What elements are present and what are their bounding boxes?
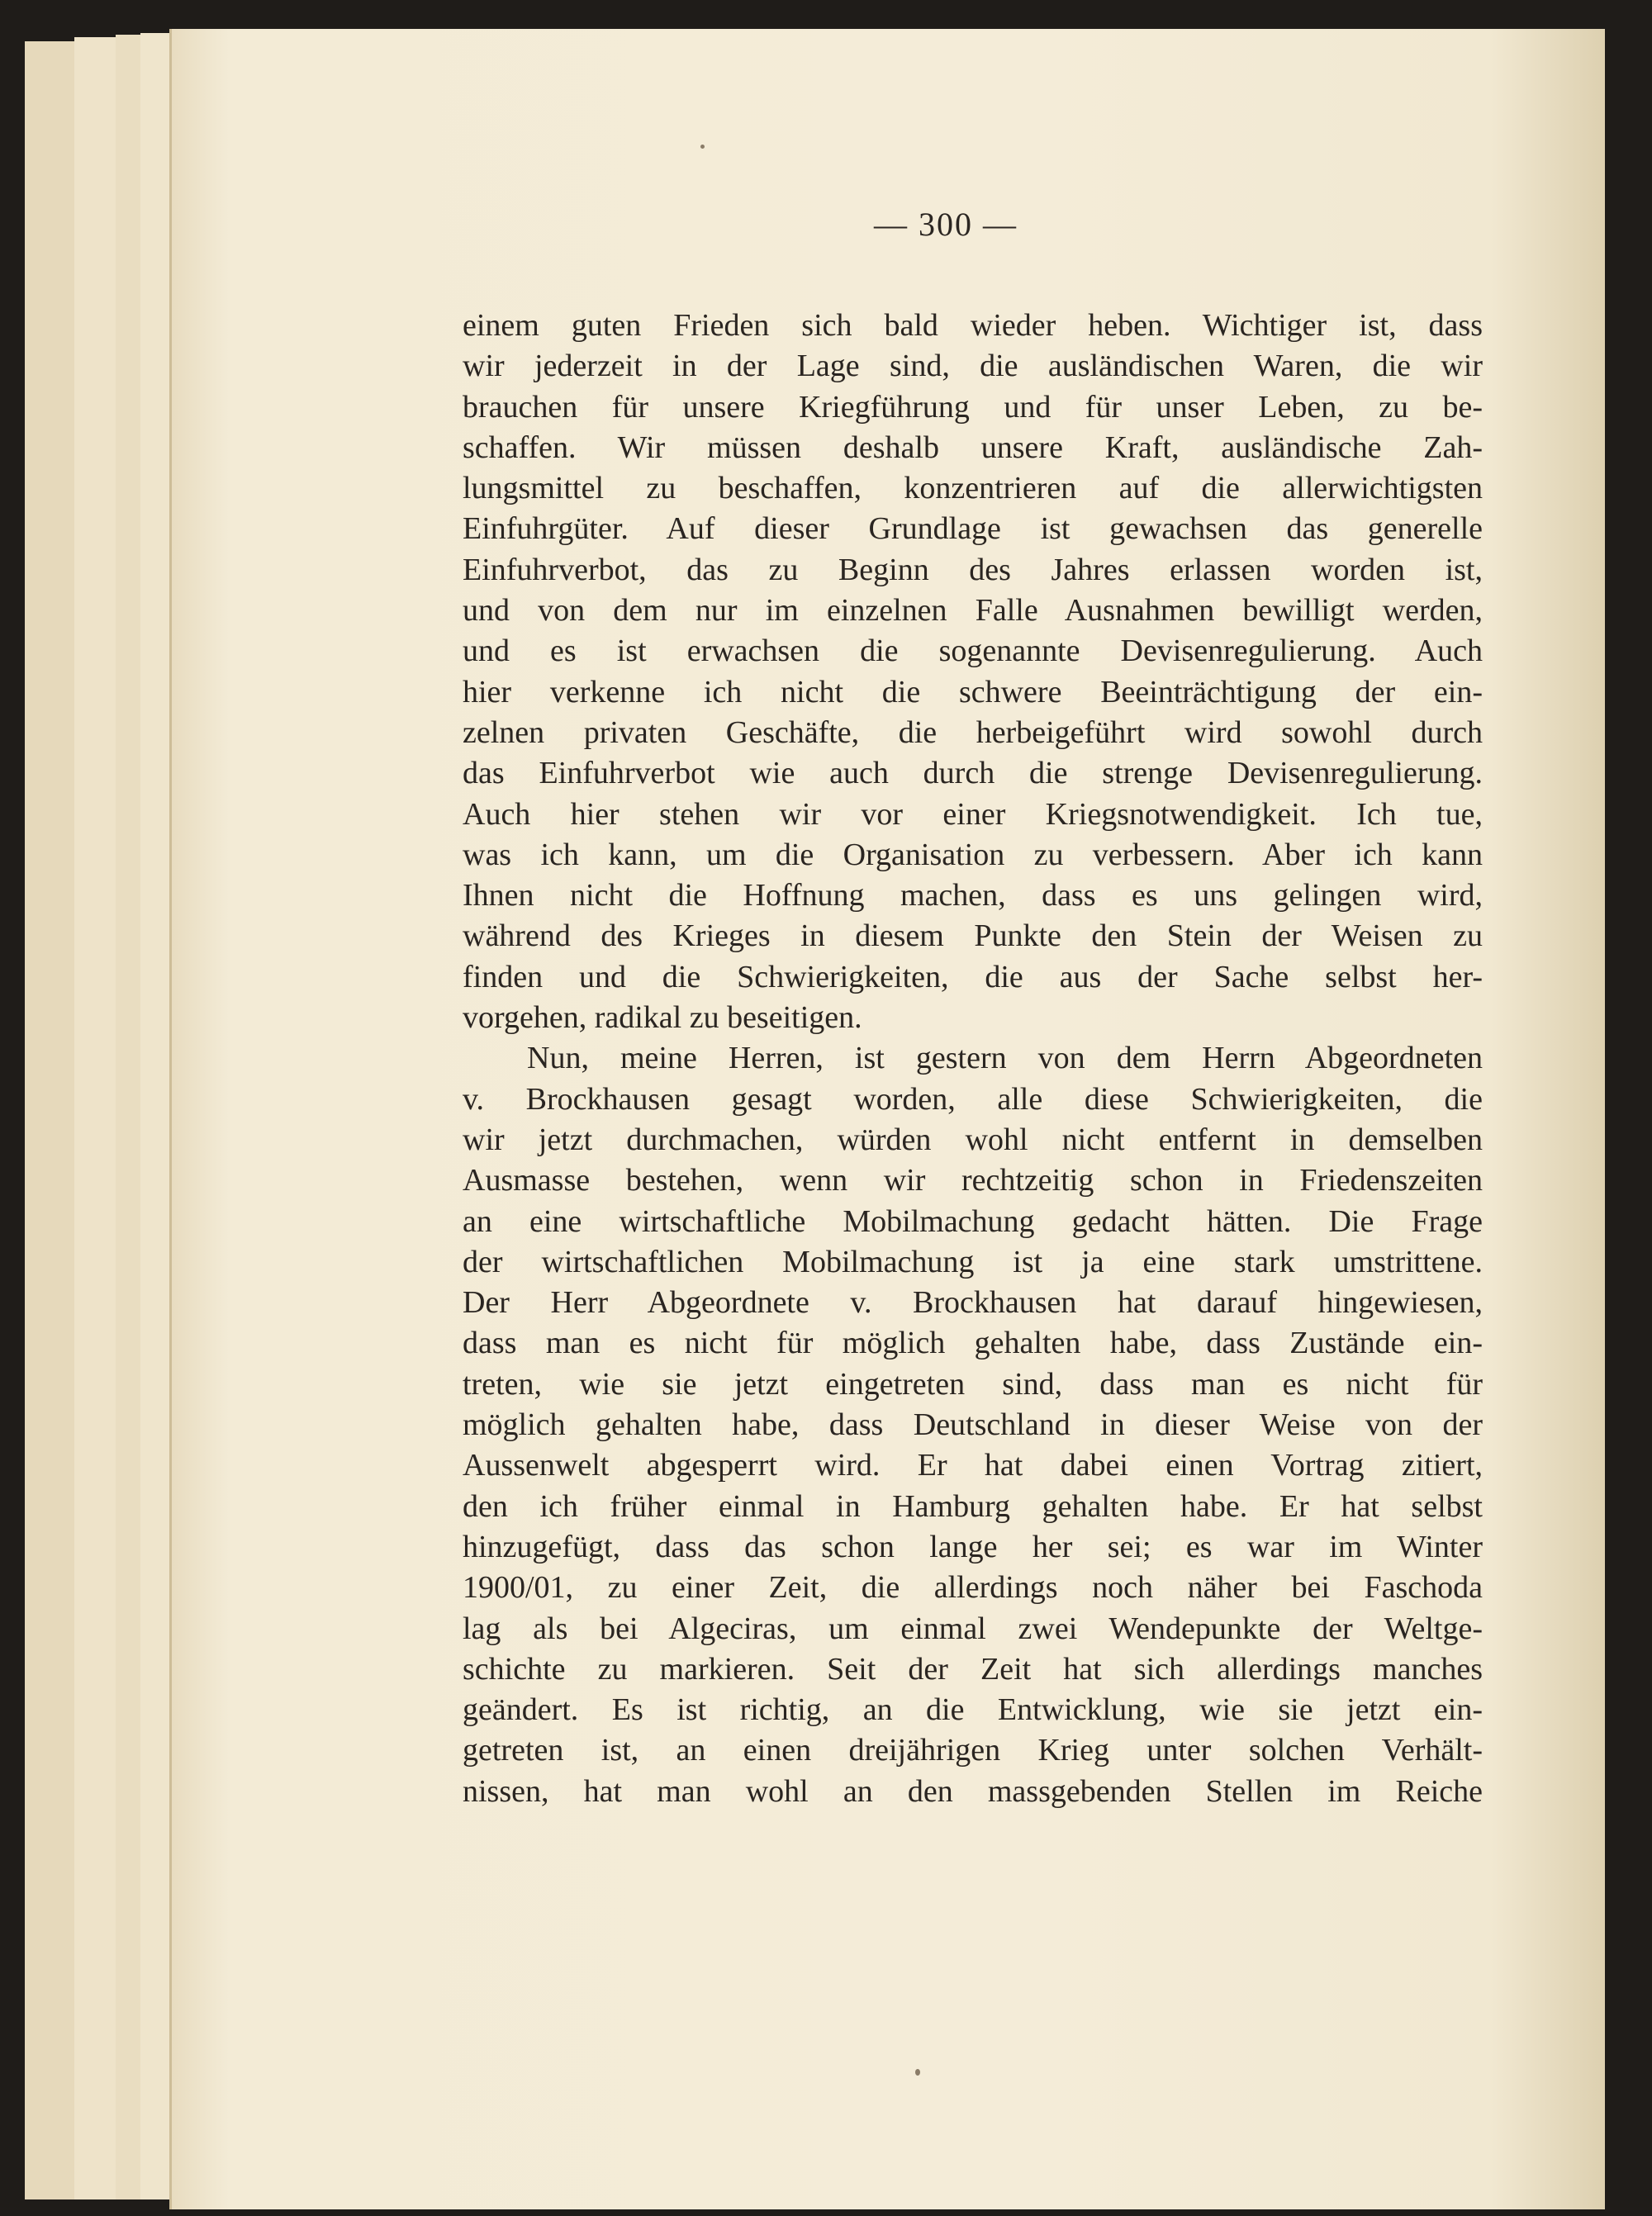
text-line: der wirtschaftlichen Mobilmachung ist ja eine stark umstrittene. (463, 1244, 1483, 1279)
text-line: geändert. Es ist richtig, an die Entwicklung, wie sie jetzt ein- (463, 1692, 1483, 1728)
text-line: Einfuhrgüter. Auf dieser Grundlage ist gewachsen das generelle (463, 511, 1483, 547)
text-line: lungsmittel zu beschaffen, konzentrieren auf die allerwichtigsten (463, 471, 1483, 506)
paragraph (463, 1038, 1483, 1812)
text-line: was ich kann, um die Organisation zu verbessern. Aber ich kann (463, 837, 1483, 872)
text-line: Einfuhrverbot, das zu Beginn des Jahres erlassen worden ist, (463, 552, 1483, 587)
text-line: während des Krieges in diesem Punkte den Stein der Weisen zu (463, 918, 1483, 954)
text-line: Ausmasse bestehen, wenn wir rechtzeitig schon in Friedenszeiten (463, 1163, 1483, 1198)
text-line: treten, wie sie jetzt eingetreten sind, dass man es nicht für (463, 1366, 1483, 1402)
paper-spot (915, 2069, 920, 2076)
text-line: zelnen privaten Geschäfte, die herbeigeführt wird sowohl durch (463, 714, 1483, 750)
text-line: nissen, hat man wohl an den massgebenden Stellen im Reiche (463, 1773, 1483, 1809)
text-line: wir jederzeit in der Lage sind, die ausländischen Waren, die wir (463, 349, 1483, 384)
text-body (463, 306, 1483, 1812)
paragraph (463, 306, 1483, 1038)
text-line: Aussenwelt abgesperrt wird. Er hat dabei einen Vortrag zitiert, (463, 1448, 1483, 1483)
text-line: an eine wirtschaftliche Mobilmachung gedacht hätten. Die Frage (463, 1203, 1483, 1239)
text-line: wir jetzt durchmachen, würden wohl nicht entfernt in demselben (463, 1122, 1483, 1157)
text-line: hier verkenne ich nicht die schwere Beeinträchtigung der ein- (463, 674, 1483, 709)
text-line: und es ist erwachsen die sogenannte Devisenregulierung. Auch (463, 633, 1483, 669)
text-line: v. Brockhausen gesagt worden, alle diese Schwierigkeiten, die (463, 1081, 1483, 1117)
paper-spot (700, 145, 705, 149)
text-line: finden und die Schwierigkeiten, die aus der Sache selbst her- (463, 959, 1483, 994)
text-line: schaffen. Wir müssen deshalb unsere Kraft, ausländische Zah- (463, 429, 1483, 465)
text-line: dass man es nicht für möglich gehalten habe, dass Zustände ein- (463, 1326, 1483, 1361)
text-line: brauchen für unsere Kriegführung und für unser Leben, zu be- (463, 389, 1483, 425)
text-line: einem guten Frieden sich bald wieder heben. Wichtiger ist, dass (463, 308, 1483, 343)
text-line: möglich gehalten habe, dass Deutschland in dieser Weise von der (463, 1407, 1483, 1443)
text-line: hinzugefügt, dass das schon lange her sei; es war im Winter (463, 1529, 1483, 1564)
text-line: Nun, meine Herren, ist gestern von dem Herrn Abgeordneten (527, 1041, 1483, 1076)
text-line: schichte zu markieren. Seit der Zeit hat sich allerdings manches (463, 1651, 1483, 1687)
page-number: — 300 — (874, 206, 1018, 243)
text-line: Auch hier stehen wir vor einer Kriegsnotwendigkeit. Ich tue, (463, 796, 1483, 832)
text-line: Ihnen nicht die Hoffnung machen, dass es uns gelingen wird, (463, 878, 1483, 913)
text-line: lag als bei Algeciras, um einmal zwei Wendepunkte der Weltge- (463, 1611, 1483, 1646)
text-line: vorgehen, radikal zu beseitigen. (463, 1000, 862, 1036)
text-line: 1900/01, zu einer Zeit, die allerdings noch näher bei Faschoda (463, 1570, 1483, 1606)
text-line: getreten ist, an einen dreijährigen Krieg unter solchen Verhält- (463, 1733, 1483, 1768)
text-line: Der Herr Abgeordnete v. Brockhausen hat darauf hingewiesen, (463, 1285, 1483, 1321)
text-line: den ich früher einmal in Hamburg gehalten habe. Er hat selbst (463, 1488, 1483, 1524)
text-line: das Einfuhrverbot wie auch durch die strenge Devisenregulierung. (463, 756, 1483, 791)
text-line: und von dem nur im einzelnen Falle Ausnahmen bewilligt werden, (463, 593, 1483, 629)
